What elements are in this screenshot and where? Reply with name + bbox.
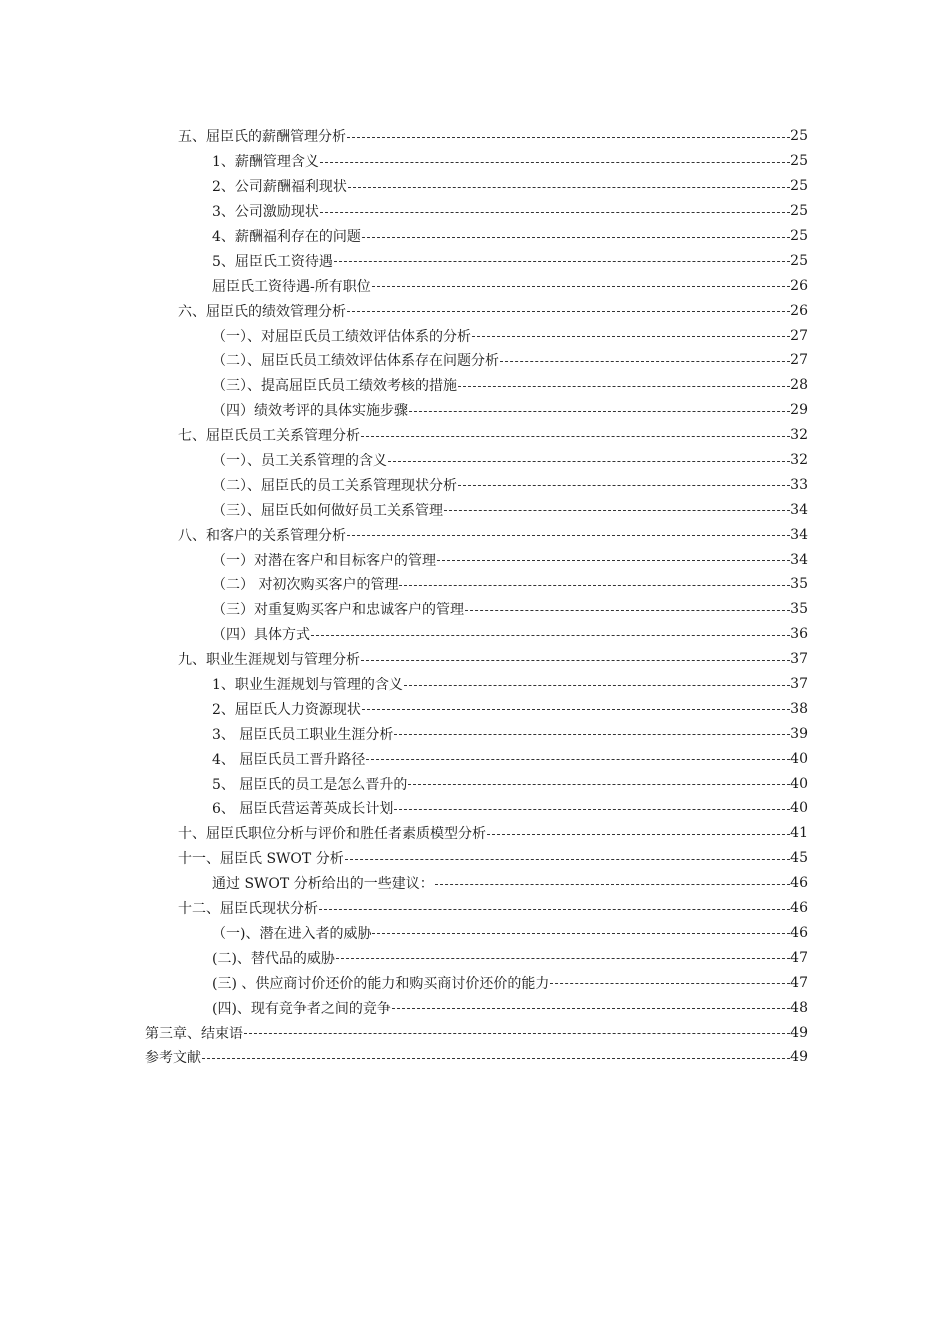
toc-entry-title: 4、薪酬福利存在的问题 — [212, 229, 361, 245]
toc-entry[interactable] — [0, 497, 808, 522]
toc-entry-title: （二）、屈臣氏员工绩效评估体系存在问题分析 — [212, 353, 499, 370]
toc-entry-page-number: 25 — [790, 178, 808, 195]
toc-entry-title: （三）、屈臣氏如何做好员工关系管理 — [212, 502, 443, 519]
toc-leader-dashes — [320, 212, 790, 213]
toc-leader-dashes — [372, 933, 790, 934]
toc-entry-page-number: 27 — [790, 352, 808, 369]
toc-entry-title: （四）绩效考评的具体实施步骤 — [212, 403, 408, 420]
toc-entry[interactable] — [0, 423, 808, 448]
toc-leader-dashes — [362, 237, 790, 238]
toc-entry-title: (三) 、供应商讨价还价的能力和购买商讨价还价的能力 — [212, 975, 550, 992]
toc-entry-page-number: 25 — [790, 228, 808, 244]
toc-leader-dashes — [399, 585, 790, 586]
toc-entry-page-number: 46 — [790, 924, 808, 941]
toc-entry-page-number: 27 — [790, 327, 808, 344]
toc-leader-dashes — [345, 859, 790, 860]
toc-entry[interactable] — [0, 149, 808, 174]
toc-entry-title: 2、屈臣氏人力资源现状 — [212, 701, 361, 718]
toc-entry-page-number: 38 — [790, 700, 808, 717]
toc-leader-dashes — [366, 759, 790, 760]
toc-entry[interactable] — [0, 1020, 808, 1045]
toc-entry-title: 3、公司激励现状 — [212, 204, 319, 221]
toc-entry-title: 十、屈臣氏职位分析与评价和胜任者素质模型分析 — [178, 826, 486, 843]
toc-entry-page-number: 32 — [790, 452, 808, 469]
toc-entry[interactable] — [0, 970, 808, 995]
toc-entry-page-number: 35 — [790, 576, 808, 593]
toc-leader-dashes — [408, 784, 790, 785]
toc-leader-dashes — [347, 535, 790, 536]
toc-entry-page-number: 37 — [790, 651, 808, 668]
toc-entry-page-number: 25 — [790, 153, 808, 170]
toc-entry[interactable] — [0, 871, 808, 896]
toc-entry[interactable] — [0, 174, 808, 199]
toc-entry-page-number: 49 — [790, 1024, 808, 1041]
toc-entry-page-number: 46 — [790, 900, 808, 917]
toc-entry[interactable] — [0, 746, 808, 771]
toc-entry-title: (四)、现有竞争者之间的竞争 — [212, 1000, 391, 1017]
toc-leader-dashes — [435, 884, 790, 885]
toc-entry-page-number: 46 — [790, 875, 808, 892]
toc-entry[interactable] — [0, 522, 808, 547]
toc-entry-page-number: 26 — [790, 277, 808, 294]
toc-entry-title: 九、职业生涯规划与管理分析 — [178, 652, 360, 669]
toc-entry-page-number: 34 — [790, 526, 808, 543]
toc-entry-page-number: 49 — [790, 1049, 808, 1066]
toc-entry-title: 七、屈臣氏员工关系管理分析 — [178, 428, 360, 445]
toc-entry-title: 2、公司薪酬福利现状 — [212, 179, 347, 196]
toc-entry[interactable] — [0, 547, 808, 572]
toc-entry-title: （二） 对初次购买客户的管理 — [212, 577, 399, 594]
toc-entry-title: 参考文献 — [145, 1050, 201, 1067]
toc-leader-dashes — [319, 909, 790, 910]
toc-entry[interactable] — [0, 647, 808, 672]
toc-leader-dashes — [244, 1033, 790, 1034]
toc-entry[interactable] — [0, 821, 808, 846]
toc-entry-page-number: 32 — [790, 427, 808, 444]
toc-entry-page-number: 47 — [790, 949, 808, 966]
toc-entry[interactable] — [0, 224, 808, 249]
toc-entry[interactable] — [0, 298, 808, 323]
toc-entry-page-number: 26 — [790, 302, 808, 319]
table-of-contents — [0, 124, 950, 1070]
toc-leader-dashes — [336, 958, 790, 959]
toc-entry-title: （一）、对屈臣氏员工绩效评估体系的分析 — [212, 328, 471, 345]
toc-entry-title: （二）、屈臣氏的员工关系管理现状分析 — [212, 477, 457, 494]
toc-leader-dashes — [444, 510, 790, 511]
toc-entry[interactable] — [0, 398, 808, 423]
toc-entry-title: (二)、替代品的威胁 — [212, 950, 335, 967]
toc-leader-dashes — [550, 983, 790, 984]
toc-entry[interactable] — [0, 672, 808, 697]
toc-entry[interactable] — [0, 945, 808, 970]
toc-leader-dashes — [404, 685, 790, 686]
toc-entry-page-number: 40 — [790, 750, 808, 767]
toc-entry-title: 通过 SWOT 分析给出的一些建议： — [212, 876, 434, 893]
toc-entry-page-number: 41 — [790, 825, 808, 842]
toc-entry[interactable] — [0, 348, 808, 373]
toc-entry-title: 八、和客户的关系管理分析 — [178, 527, 346, 544]
toc-entry-title: （一）、员工关系管理的含义 — [212, 453, 387, 470]
toc-entry[interactable] — [0, 995, 808, 1020]
toc-entry[interactable] — [0, 1045, 808, 1070]
toc-entry-title: （四）具体方式 — [212, 627, 310, 644]
toc-leader-dashes — [320, 162, 790, 163]
toc-entry-title: （一)、潜在进入者的威胁 — [212, 925, 372, 942]
toc-entry-title: （一）对潜在客户和目标客户的管理 — [212, 552, 436, 569]
toc-leader-dashes — [361, 660, 790, 661]
toc-entry-title: 第三章、结束语 — [145, 1025, 243, 1042]
toc-leader-dashes — [334, 261, 790, 262]
toc-entry[interactable] — [0, 597, 808, 622]
toc-leader-dashes — [394, 809, 790, 810]
toc-entry[interactable] — [0, 721, 808, 746]
toc-leader-dashes — [362, 709, 790, 710]
toc-leader-dashes — [361, 436, 790, 437]
toc-entry-page-number: 36 — [790, 626, 808, 643]
toc-entry-title: 五、屈臣氏的薪酬管理分析 — [178, 129, 346, 146]
toc-entry-page-number: 34 — [790, 551, 808, 568]
toc-entry[interactable] — [0, 921, 808, 946]
toc-entry-title: 十一、屈臣氏 SWOT 分析 — [178, 851, 344, 868]
toc-entry-page-number: 25 — [790, 128, 808, 145]
toc-entry-page-number: 34 — [790, 501, 808, 518]
toc-leader-dashes — [392, 1008, 790, 1009]
toc-entry[interactable] — [0, 199, 808, 224]
toc-entry-title: 5、屈臣氏工资待遇 — [212, 253, 333, 270]
toc-leader-dashes — [500, 361, 790, 362]
toc-entry-title: 1、职业生涯规划与管理的含义 — [212, 677, 403, 694]
toc-entry-page-number: 40 — [790, 775, 808, 792]
toc-entry[interactable] — [0, 373, 808, 398]
toc-entry[interactable] — [0, 323, 808, 348]
toc-leader-dashes — [472, 336, 790, 337]
toc-entry-page-number: 35 — [790, 601, 808, 618]
toc-entry-page-number: 25 — [790, 203, 808, 220]
toc-entry-page-number: 45 — [790, 850, 808, 867]
toc-entry[interactable] — [0, 622, 808, 647]
toc-entry[interactable] — [0, 846, 808, 871]
toc-leader-dashes — [487, 834, 790, 835]
toc-entry-title: 十二、屈臣氏现状分析 — [178, 901, 318, 918]
toc-entry-title: 1、薪酬管理含义 — [212, 154, 319, 171]
toc-entry[interactable] — [0, 796, 808, 821]
toc-leader-dashes — [437, 560, 790, 561]
toc-entry-page-number: 40 — [790, 800, 808, 817]
toc-entry-title: （三）、提高屈臣氏员工绩效考核的措施 — [212, 378, 457, 395]
toc-entry[interactable] — [0, 771, 808, 796]
toc-entry-title: （三）对重复购买客户和忠诚客户的管理 — [212, 602, 464, 619]
toc-leader-dashes — [347, 137, 790, 138]
toc-leader-dashes — [202, 1058, 790, 1059]
toc-entry-title: 六、屈臣氏的绩效管理分析 — [178, 303, 346, 320]
toc-entry[interactable] — [0, 124, 808, 149]
toc-entry-title: 5、 屈臣氏的员工是怎么晋升的 — [212, 776, 408, 793]
toc-entry[interactable] — [0, 896, 808, 921]
toc-leader-dashes — [348, 187, 790, 188]
toc-leader-dashes — [409, 411, 790, 412]
toc-leader-dashes — [394, 734, 790, 735]
toc-leader-dashes — [372, 286, 790, 287]
toc-entry-page-number: 48 — [790, 999, 808, 1016]
toc-entry[interactable] — [0, 448, 808, 473]
toc-leader-dashes — [388, 461, 790, 462]
toc-leader-dashes — [465, 610, 790, 611]
toc-entry-title: 6、 屈臣氏营运菁英成长计划 — [212, 801, 394, 818]
toc-leader-dashes — [458, 485, 790, 486]
toc-leader-dashes — [311, 635, 790, 636]
toc-entry-page-number: 33 — [790, 476, 808, 493]
toc-entry-page-number: 39 — [790, 725, 808, 742]
toc-entry[interactable] — [0, 248, 808, 273]
toc-entry[interactable] — [0, 472, 808, 497]
toc-entry-title: 4、 屈臣氏员工晋升路径 — [212, 751, 366, 768]
toc-leader-dashes — [347, 311, 790, 312]
toc-entry-page-number: 28 — [790, 377, 808, 394]
toc-entry-page-number: 25 — [790, 252, 808, 269]
toc-entry-page-number: 37 — [790, 676, 808, 693]
toc-entry[interactable] — [0, 696, 808, 721]
toc-entry-title: 屈臣氏工资待遇-所有职位 — [212, 278, 371, 295]
toc-entry[interactable] — [0, 572, 808, 597]
toc-entry-title: 3、 屈臣氏员工职业生涯分析 — [212, 726, 394, 743]
toc-entry-page-number: 29 — [790, 402, 808, 419]
toc-entry-page-number: 47 — [790, 974, 808, 991]
toc-entry[interactable] — [0, 273, 808, 298]
toc-leader-dashes — [458, 386, 790, 387]
